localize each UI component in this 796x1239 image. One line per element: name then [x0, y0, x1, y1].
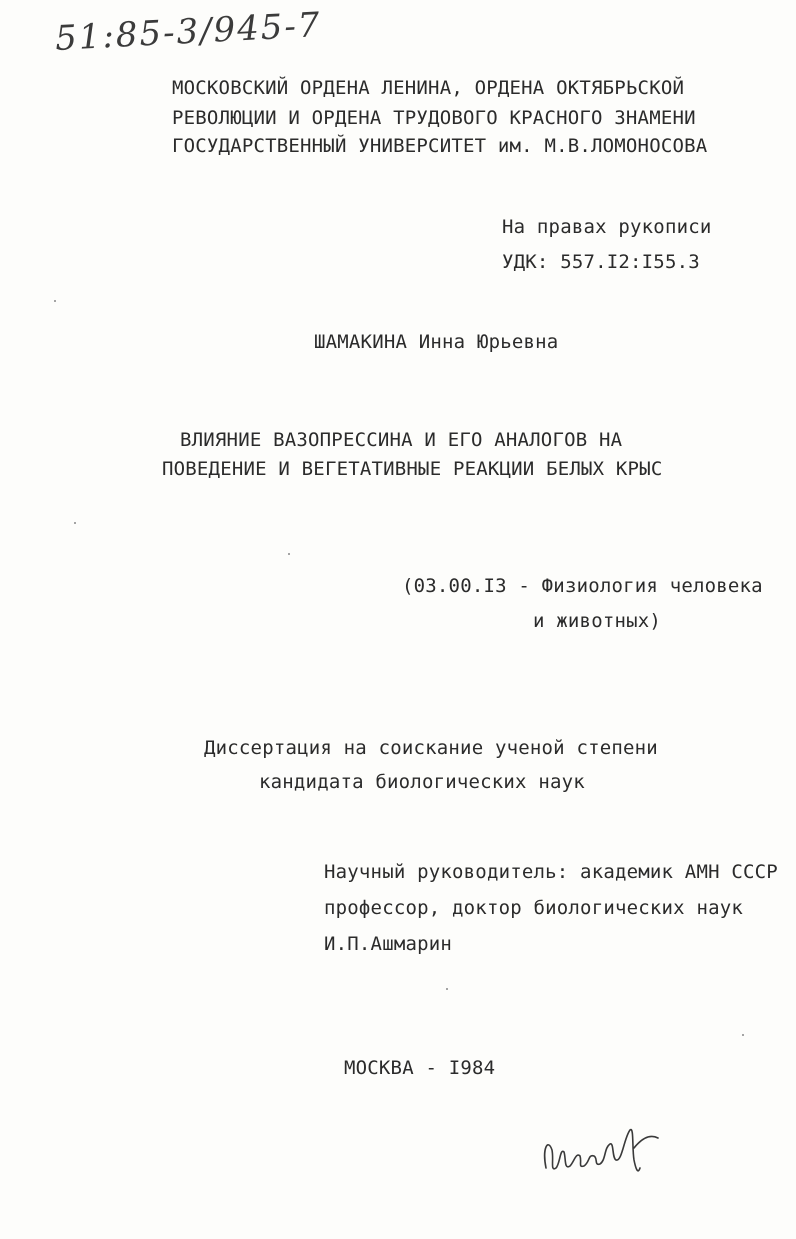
author-name: ШАМАКИНА Инна Юрьевна [314, 331, 559, 353]
paper-speck [54, 300, 56, 302]
paper-speck [446, 988, 448, 990]
paper-speck [74, 522, 76, 524]
udk-code: УДК: 557.I2:I55.3 [502, 251, 700, 273]
specialty-line-1: (03.00.I3 - Физиология человека [402, 575, 763, 597]
supervisor-line-2: профессор, доктор биологических наук [324, 897, 744, 919]
degree-line-2: кандидата биологических наук [259, 771, 585, 793]
institution-line-3: ГОСУДАРСТВЕННЫЙ УНИВЕРСИТЕТ им. М.В.ЛОМОНОСОВА [172, 135, 708, 157]
supervisor-line-1: Научный руководитель: академик АМН СССР [324, 861, 778, 883]
degree-line-1: Диссертация на соискание ученой степени [204, 737, 658, 759]
paper-speck [742, 1034, 744, 1036]
paper-speck [288, 553, 290, 555]
institution-line-2: РЕВОЛЮЦИИ И ОРДЕНА ТРУДОВОГО КРАСНОГО ЗНАМЕНИ [172, 107, 696, 129]
specialty-line-2: и животных) [533, 610, 662, 632]
dissertation-title-line-2: ПОВЕДЕНИЕ И ВЕГЕТАТИВНЫЕ РЕАКЦИИ БЕЛЫХ КРЫС [162, 458, 663, 480]
institution-line-1: МОСКОВСКИЙ ОРДЕНА ЛЕНИНА, ОРДЕНА ОКТЯБРЬСКОЙ [172, 77, 685, 99]
dissertation-title-line-1: ВЛИЯНИЕ ВАЗОПРЕССИНА И ЕГО АНАЛОГОВ НА [180, 429, 623, 451]
rights-label: На правах рукописи [502, 216, 712, 238]
handwritten-signature [538, 1108, 668, 1188]
supervisor-name: И.П.Ашмарин [324, 933, 453, 955]
handwritten-archive-number: 51:85-3/945-7 [54, 5, 323, 59]
city-year: МОСКВА - I984 [344, 1057, 496, 1079]
